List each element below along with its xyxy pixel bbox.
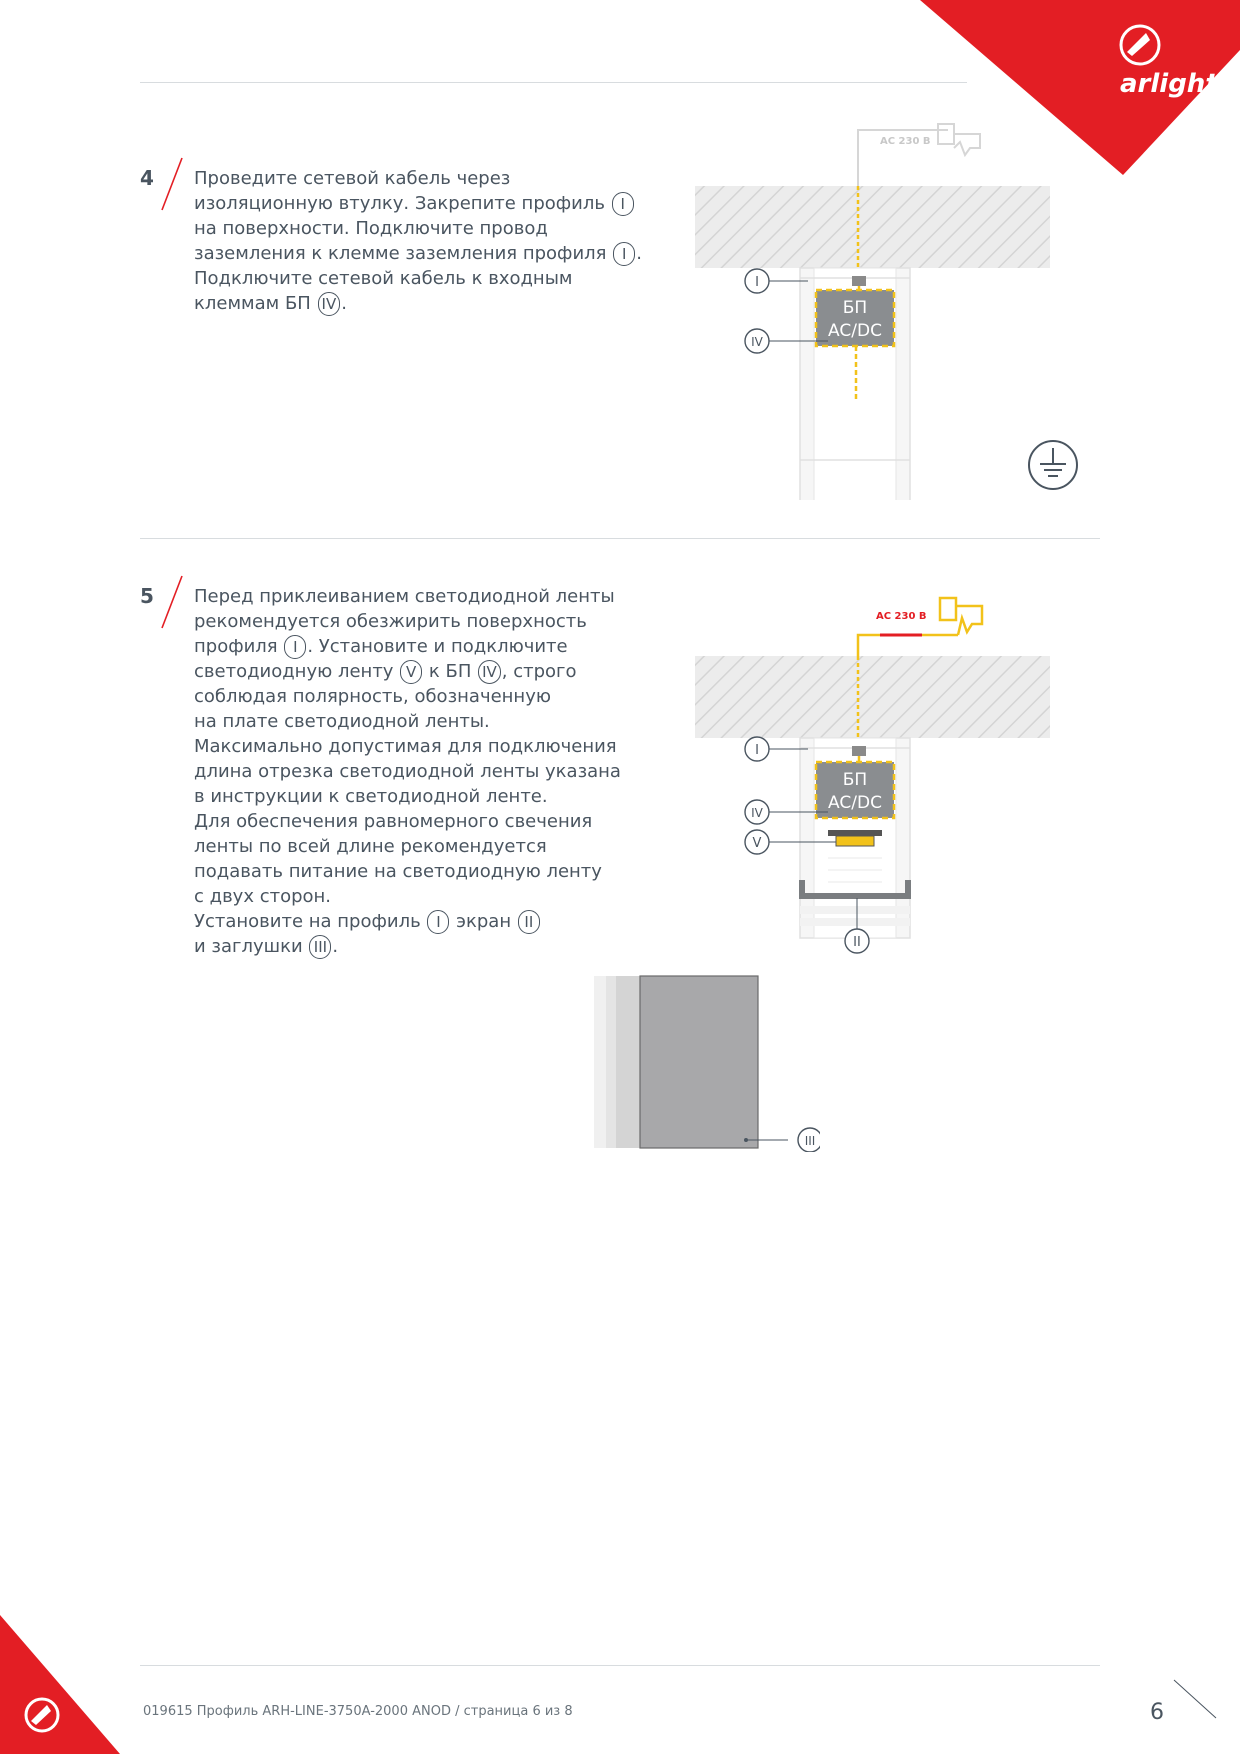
footer-divider <box>140 1665 1100 1666</box>
instruction-text: Подключите сетевой кабель к входным <box>194 268 573 289</box>
reference-marker: I <box>613 242 635 266</box>
instruction-line <box>194 191 642 216</box>
led-strip <box>828 830 882 836</box>
endcap-diagram <box>590 970 820 1152</box>
arlight-logo: arlight <box>1120 69 1218 99</box>
ground-symbol-icon <box>1029 441 1077 489</box>
instruction-line <box>194 609 621 634</box>
instruction-line <box>194 909 621 934</box>
instruction-line <box>194 241 642 266</box>
instruction-text: светодиодную ленту <box>194 661 400 682</box>
reference-marker: V <box>400 660 422 684</box>
instruction-text: , строго <box>501 661 577 682</box>
instruction-text: профиля <box>194 636 284 657</box>
instruction-text: Для обеспечения равномерного свечения <box>194 811 593 832</box>
step-5-diagram <box>690 590 1090 960</box>
instruction-text: к БП <box>423 661 478 682</box>
instruction-text: . <box>332 936 339 957</box>
instruction-text: подавать питание на светодиодную ленту <box>194 861 602 882</box>
page-number: 6 <box>1150 1700 1164 1725</box>
step-4-diagram <box>690 120 1090 500</box>
step-5-slash <box>158 574 186 630</box>
ceiling-surface <box>695 656 1050 738</box>
step-4-instructions <box>194 166 642 316</box>
supply-label: AC 230 B <box>880 136 931 147</box>
instruction-text: . <box>636 243 642 264</box>
svg-text:AC/DC: AC/DC <box>828 793 882 813</box>
top-divider <box>140 82 967 83</box>
ceiling-surface <box>695 186 1050 268</box>
instruction-line <box>194 934 621 959</box>
step-5-instructions <box>194 584 621 959</box>
instruction-line <box>194 634 621 659</box>
instruction-text: на поверхности. Подключите провод <box>194 218 548 239</box>
instruction-text: в инструкции к светодиодной ленте. <box>194 786 548 807</box>
reference-marker: I <box>427 910 449 934</box>
instruction-text: с двух сторон. <box>194 886 332 907</box>
step-5-number: 5 <box>140 584 154 608</box>
reference-marker: I <box>284 635 306 659</box>
instruction-line <box>194 859 621 884</box>
end-cap <box>640 976 758 1148</box>
callout-III: III <box>804 1134 816 1148</box>
instruction-text: и заглушки <box>194 936 309 957</box>
instruction-line <box>194 216 642 241</box>
instruction-text: изоляционную втулку. Закрепите профиль <box>194 193 611 214</box>
step-4-slash <box>158 156 186 212</box>
instruction-text: длина отрезка светодиодной ленты указана <box>194 761 621 782</box>
instruction-line <box>194 291 642 316</box>
supply-label-active: AC 230 B <box>876 611 927 622</box>
svg-text:БП: БП <box>842 298 868 318</box>
svg-text:БП: БП <box>842 770 868 790</box>
instruction-text: ленты по всей длине рекомендуется <box>194 836 547 857</box>
instruction-line <box>194 584 621 609</box>
instruction-line <box>194 884 621 909</box>
instruction-text: Установите на профиль <box>194 911 427 932</box>
instruction-text: клеммам БП <box>194 293 317 314</box>
instruction-line <box>194 734 621 759</box>
reference-marker: IV <box>478 660 501 684</box>
instruction-line <box>194 266 642 291</box>
instruction-line <box>194 709 621 734</box>
callout-I: I <box>755 743 759 758</box>
callout-I: I <box>755 275 759 290</box>
instruction-text: . <box>341 293 347 314</box>
instruction-line <box>194 166 642 191</box>
footer-brand-corner <box>0 1615 120 1754</box>
page-corner-slash <box>1172 1678 1220 1722</box>
reference-marker: I <box>612 192 634 216</box>
instruction-text: на плате светодиодной ленты. <box>194 711 490 732</box>
callout-V: V <box>752 836 762 851</box>
reference-marker: IV <box>318 292 341 316</box>
instruction-text: рекомендуется обезжирить поверхность <box>194 611 587 632</box>
footer-document-info: 019615 Профиль ARH-LINE-3750A-2000 ANOD / страница 6 из 8 <box>143 1704 573 1719</box>
reference-marker: II <box>518 910 540 934</box>
svg-text:AC/DC: AC/DC <box>828 321 882 341</box>
section-divider <box>140 538 1100 539</box>
reference-marker: III <box>309 935 331 959</box>
callout-IV: IV <box>751 806 763 820</box>
instruction-line <box>194 809 621 834</box>
instruction-line <box>194 834 621 859</box>
instruction-text: Перед приклеиванием светодиодной ленты <box>194 586 615 607</box>
instruction-text: . Установите и подключите <box>307 636 568 657</box>
instruction-text: заземления к клемме заземления профиля <box>194 243 613 264</box>
instruction-line <box>194 784 621 809</box>
instruction-line <box>194 759 621 784</box>
step-4-number: 4 <box>140 166 154 190</box>
callout-IV: IV <box>751 335 763 349</box>
instruction-text: Максимально допустимая для подключения <box>194 736 617 757</box>
plug-icon <box>858 598 982 656</box>
instruction-text: соблюдая полярность, обозначенную <box>194 686 551 707</box>
instruction-text: Проведите сетевой кабель через <box>194 168 511 189</box>
instruction-text: экран <box>450 911 517 932</box>
instruction-line <box>194 684 621 709</box>
instruction-line <box>194 659 621 684</box>
callout-II: II <box>853 935 861 950</box>
